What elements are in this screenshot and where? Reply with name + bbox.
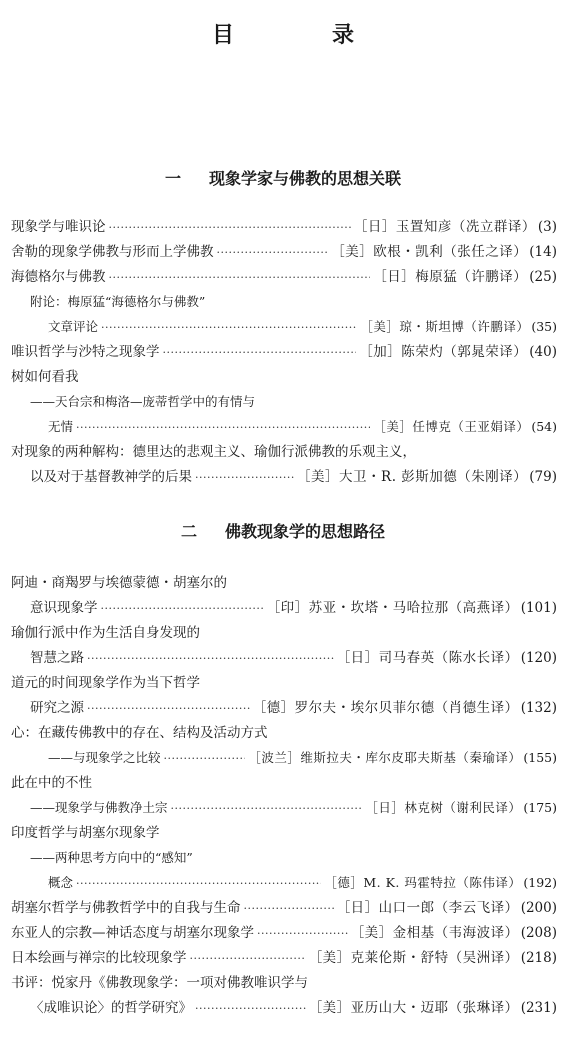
section-number: 一 (164, 169, 181, 188)
entry-title: 东亚人的宗教—神话态度与胡塞尔现象学 (11, 925, 254, 941)
section-number: 二 (180, 522, 197, 541)
leader-dots (109, 217, 351, 239)
entry-title: 无情 (48, 419, 74, 434)
entry-author: ［美］金相基（韦海波译） (350, 925, 519, 941)
entry-author: ［日］林克树（谢利民译） (365, 800, 522, 815)
leader-dots (195, 467, 294, 489)
toc-entry[interactable] (11, 241, 557, 263)
entry-page: (208) (520, 925, 557, 941)
entry-title: 概念 (48, 875, 74, 890)
entry-page: (14) (529, 244, 557, 260)
entry-author: ［德］M. K. 玛霍特拉（陈伟译） (324, 875, 522, 890)
entry-author: ［日］山口一郎（李云飞译） (336, 900, 519, 916)
entry-page: (3) (537, 219, 557, 235)
entry-title: ——与现象学之比较 (48, 750, 161, 765)
entry-title: 文章评论 (48, 319, 99, 334)
entry-page: (155) (523, 750, 557, 765)
entry-title: 舍勒的现象学佛教与形而上学佛教 (11, 244, 214, 260)
entry-page: (79) (529, 469, 557, 485)
section-title: 现象学家与佛教的思想关联 (209, 169, 402, 188)
entry-title: 日本绘画与禅宗的比较现象学 (11, 950, 187, 966)
leader-dots (76, 417, 370, 439)
entry-title: 智慧之路 (30, 650, 84, 666)
toc-entry[interactable] (11, 922, 557, 944)
entry-author: ［日］司马春英（陈水长译） (336, 650, 519, 666)
entry-title: ——现象学与佛教净土宗 (30, 800, 168, 815)
entry-title: 现象学与唯识论 (11, 219, 106, 235)
entry-title: 胡塞尔哲学与佛教哲学中的自我与生命 (11, 900, 241, 916)
toc-entry[interactable] (30, 797, 557, 819)
section-title: 佛教现象学的思想路径 (225, 522, 386, 541)
leader-dots (87, 648, 334, 670)
entry-author: ［美］欧根・凯利（张任之译） (331, 244, 528, 260)
entry-page: (218) (520, 950, 557, 966)
entry-author: ［美］大卫・R. 彭斯加德（朱刚译） (297, 469, 528, 485)
leader-dots (101, 598, 264, 620)
entry-title-line: 此在中的不性 (11, 775, 92, 791)
entry-title: 唯识哲学与沙特之现象学 (11, 344, 160, 360)
entry-author: ［日］梅原猛（许鹏译） (373, 269, 528, 285)
toc-entry[interactable] (11, 897, 557, 919)
entry-author: ［加］陈荣灼（郭晁荣译） (359, 344, 528, 360)
toc-entry[interactable] (11, 341, 557, 363)
entry-title-line: 树如何看我 (11, 369, 79, 385)
entry-author: ［美］任博克（王亚娟译） (373, 419, 530, 434)
entry-page: (120) (520, 650, 557, 666)
entry-page: (192) (523, 875, 557, 890)
toc-entry[interactable] (30, 997, 557, 1019)
section-heading-1 (0, 166, 566, 189)
entry-title-line: 附论：梅原猛“海德格尔与佛教” (30, 294, 206, 309)
leader-dots (101, 317, 357, 339)
entry-title: 海德格尔与佛教 (11, 269, 106, 285)
entry-author: ［印］苏亚・坎塔・马哈拉那（高燕译） (266, 600, 519, 616)
leader-dots (217, 242, 329, 264)
entry-title: 以及对于基督教神学的后果 (30, 469, 192, 485)
entry-subtitle-line: ——天台宗和梅洛—庞蒂哲学中的有情与 (30, 394, 256, 409)
entry-author: ［德］罗尔夫・埃尔贝菲尔德（肖德生译） (252, 700, 519, 716)
toc-entry[interactable] (30, 697, 557, 719)
toc-entry[interactable] (30, 597, 557, 619)
entry-page: (175) (523, 800, 557, 815)
toc-entry[interactable] (48, 416, 557, 438)
entry-title-line: 对现象的两种解构：德里达的悲观主义、瑜伽行派佛教的乐观主义， (11, 444, 416, 460)
toc-entry[interactable] (48, 316, 557, 338)
entry-author: ［美］克莱伦斯・舒特（吴洲译） (308, 950, 519, 966)
entry-title: 意识现象学 (30, 600, 98, 616)
entry-author: ［日］玉置知彦（冼立群译） (353, 219, 536, 235)
entry-title: 研究之源 (30, 700, 84, 716)
leader-dots (190, 948, 306, 970)
toc-entry[interactable] (11, 216, 557, 238)
entry-page: (54) (531, 419, 557, 434)
leader-dots (257, 923, 348, 945)
leader-dots (195, 998, 306, 1020)
entry-title-line: 书评：悦家丹《佛教现象学：一项对佛教唯识学与 (11, 975, 308, 991)
leader-dots (244, 898, 334, 920)
entry-page: (40) (529, 344, 557, 360)
leader-dots (76, 873, 321, 895)
entry-author: ［美］琼・斯坦博（许鹏译） (360, 319, 530, 334)
entry-author: ［波兰］维斯拉夫・库尔皮耶夫斯基（秦瑜译） (248, 750, 522, 765)
toc-entry[interactable] (30, 466, 557, 488)
toc-entry[interactable] (11, 947, 557, 969)
toc-entry[interactable] (48, 872, 557, 894)
entry-title: 〈成唯识论〉的哲学研究》 (30, 1000, 192, 1016)
toc-entry[interactable] (11, 266, 557, 288)
leader-dots (171, 798, 363, 820)
entry-page: (25) (529, 269, 557, 285)
entry-title-line: 道元的时间现象学作为当下哲学 (11, 675, 200, 691)
entry-title-line: 印度哲学与胡塞尔现象学 (11, 825, 160, 841)
entry-title-line: 阿迪・商羯罗与埃德蒙德・胡塞尔的 (11, 575, 227, 591)
entry-page: (101) (520, 600, 557, 616)
entry-title-line: 瑜伽行派中作为生活自身发现的 (11, 625, 200, 641)
page-title: 目 录 (211, 23, 392, 48)
leader-dots (109, 267, 371, 289)
section-heading-2 (0, 519, 566, 542)
leader-dots (163, 342, 357, 364)
entry-subtitle-line: ——两种思考方向中的“感知” (30, 850, 193, 865)
toc-entry[interactable] (48, 747, 557, 769)
entry-page: (132) (520, 700, 557, 716)
entry-author: ［美］亚历山大・迈耶（张琳译） (308, 1000, 519, 1016)
entry-page: (35) (531, 319, 557, 334)
toc-entry[interactable] (30, 647, 557, 669)
leader-dots (164, 748, 246, 770)
entry-page: (231) (520, 1000, 557, 1016)
leader-dots (87, 698, 250, 720)
entry-title-line: 心：在藏传佛教中的存在、结构及活动方式 (11, 725, 268, 741)
entry-page: (200) (520, 900, 557, 916)
